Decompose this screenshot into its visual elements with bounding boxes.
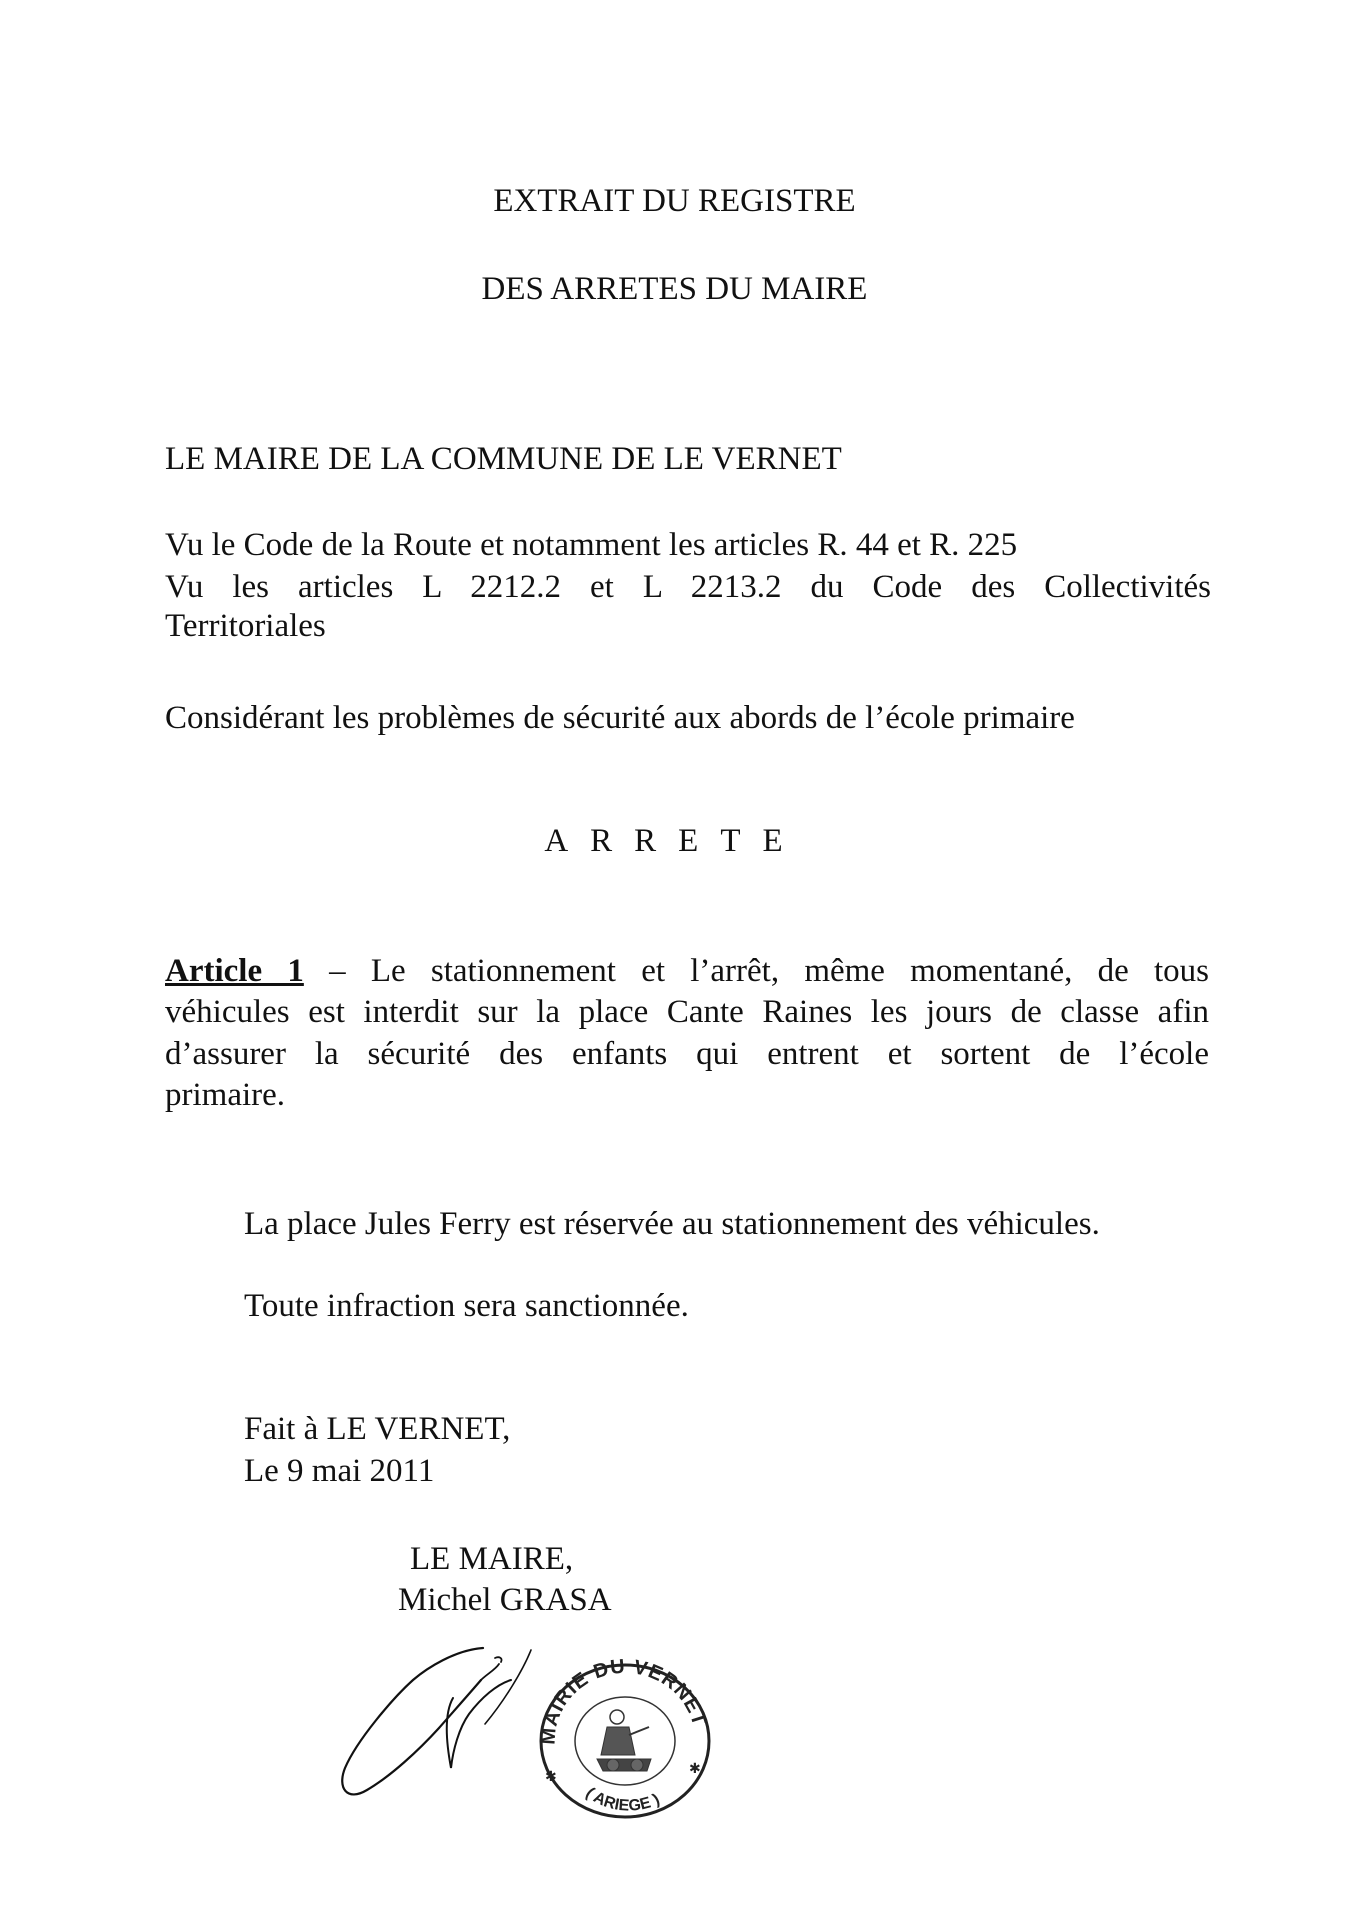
stamp-star-right: ✱ — [689, 1762, 701, 1777]
signatory-title: LE MAIRE, — [410, 1541, 574, 1577]
article-1-line-4: primaire. — [165, 1077, 286, 1113]
header-line-2: DES ARRETES DU MAIRE — [481, 271, 868, 307]
article-1-dash: – — [303, 953, 371, 989]
article-1-text-1: Le stationnement et l’arrêt, même momentané, de tous — [370, 953, 1209, 989]
visa-line-3: Territoriales — [165, 608, 326, 644]
article-1-line-3: d’assurer la sécurité des enfants qui entrent et sortent de l’école — [165, 1036, 1209, 1072]
stamp-top-text: MAIRIE DU VERNET — [537, 1655, 711, 1746]
signatory-name: Michel GRASA — [398, 1582, 612, 1618]
visa-line-2: Vu les articles L 2212.2 et L 2213.2 du Code des Collectivités — [165, 569, 1211, 605]
sanction-note: Toute infraction sera sanctionnée. — [244, 1288, 689, 1324]
article-1-line-1 — [165, 952, 1209, 990]
parking-note: La place Jules Ferry est réservée au stationnement des véhicules. — [244, 1206, 1100, 1242]
mairie-stamp — [525, 1655, 725, 1820]
stamp-star-left: ✱ — [545, 1770, 557, 1785]
header-line-1: EXTRAIT DU REGISTRE — [493, 183, 856, 219]
considerant-text: Considérant les problèmes de sécurité aux abords de l’école primaire — [165, 700, 1075, 736]
stamp-bottom-text: ( ARIEGE ) — [582, 1784, 663, 1815]
signature-drawing — [335, 1640, 555, 1805]
visa-line-1: Vu le Code de la Route et notamment les articles R. 44 et R. 225 — [165, 527, 1018, 563]
article-1-label: Article 1 — [165, 953, 304, 989]
place-line: Fait à LE VERNET, — [244, 1411, 511, 1447]
date-line: Le 9 mai 2011 — [244, 1453, 435, 1489]
decision-title: ARRETE — [544, 823, 805, 859]
authority-title: LE MAIRE DE LA COMMUNE DE LE VERNET — [165, 441, 842, 477]
stamp-emblem — [597, 1710, 651, 1771]
article-1-line-2: véhicules est interdit sur la place Cante Raines les jours de classe afin — [165, 994, 1209, 1030]
